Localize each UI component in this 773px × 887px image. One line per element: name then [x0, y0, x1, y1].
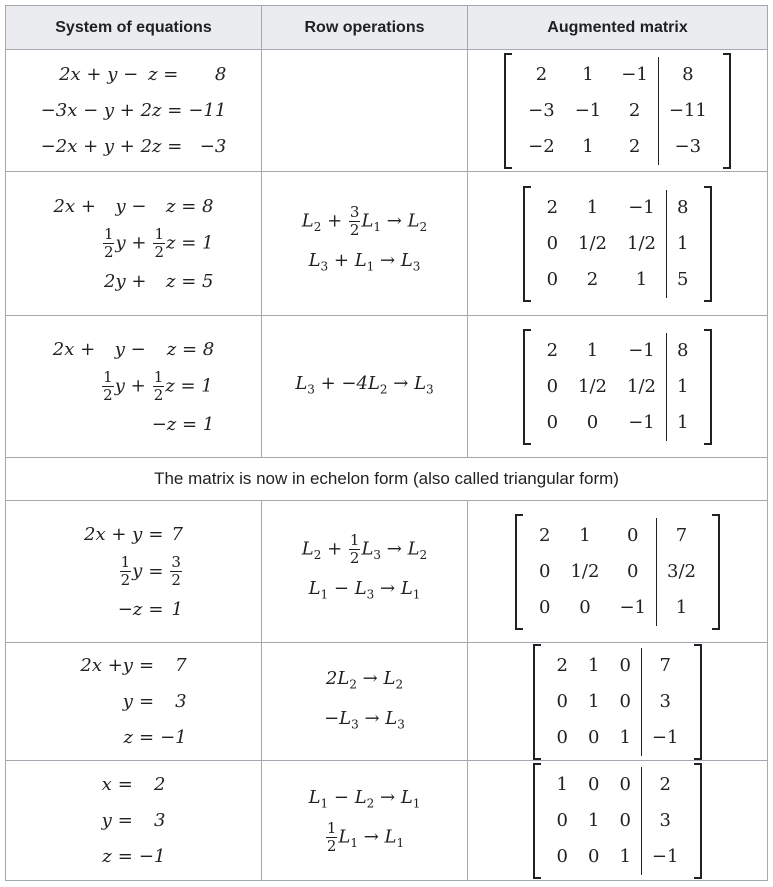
- equation-system: 2x +y = 7 y = 3 z = −1: [80, 655, 187, 748]
- table-row: [6, 316, 768, 458]
- header-row: [6, 6, 768, 50]
- matrix-cell: [468, 316, 768, 458]
- matrix-cell: [468, 501, 768, 643]
- matrix-cell: [468, 643, 768, 761]
- augmented-matrix: 1 0 0 2 0 1 0 3 0 0 1 −1: [468, 763, 767, 879]
- table-row: [6, 643, 768, 761]
- system-cell: [6, 316, 262, 458]
- augmented-matrix: 2 1 −1 8 −3 −1 2 −11 −2 1 2 −3: [468, 53, 767, 169]
- table-row: [6, 501, 768, 643]
- note-row: [6, 458, 768, 501]
- equation-system: x = 2 y = 3 z = −1: [101, 774, 166, 867]
- augmented-matrix: 2 1 0 7 0 1 0 3 0 0 1 −1: [468, 644, 767, 760]
- system-cell: [6, 50, 262, 172]
- equation-system: 2x + y − z = 8 $\frac{1}{2}$ y + $\frac{1}{2}$ z = 1 −z = 1: [52, 338, 215, 435]
- ops-cell: $L_3 + -4L_2 \to L_3$: [262, 316, 468, 458]
- equation-system: 2x + y − z = 8 $\frac{1}{2}$ y + $\frac{1}{2}$ z = 1 2y + z = 5: [53, 195, 214, 292]
- system-cell: [6, 501, 262, 643]
- gaussian-elimination-table: [5, 5, 768, 881]
- ops-cell: $L_2$ + $\frac{3}{2}$ $L_1 \to L_2$ $L_3 + L_1 \to L_3$: [262, 172, 468, 316]
- table-row: [6, 761, 768, 881]
- header-system: System of equations: [6, 6, 262, 50]
- augmented-matrix: 2 1 −1 8 0 1/2 1/2 1 0 2 1 5: [468, 186, 767, 302]
- echelon-note: The matrix is now in echelon form (also called triangular form): [6, 458, 768, 501]
- ops-cell: $L_2$ + $\frac{1}{2}$ $L_3 \to L_2$ $L_1 - L_3 \to L_1$: [262, 501, 468, 643]
- table-row: [6, 172, 768, 316]
- system-cell: [6, 761, 262, 881]
- ops-cell: $2L_2 \to L_2$ $-L_3 \to L_3$: [262, 643, 468, 761]
- matrix-cell: [468, 761, 768, 881]
- matrix-cell: [468, 172, 768, 316]
- table-row: [6, 50, 768, 172]
- ops-cell: [262, 50, 468, 172]
- equation-system: 2x + y = 7 $\frac{1}{2}$ y = $\frac{3}{2}$ −z = 1: [84, 523, 183, 620]
- equation-system: 2x + y − z = 8 −3x − y + 2z = −11 −2x + y + 2z = −3: [40, 64, 227, 157]
- ops-cell: $L_1 - L_2 \to L_1$ $\frac{1}{2}$ $L_1 \to L_1$: [262, 761, 468, 881]
- system-cell: [6, 643, 262, 761]
- header-operations: Row operations: [262, 6, 468, 50]
- header-matrix: Augmented matrix: [468, 6, 768, 50]
- matrix-cell: [468, 50, 768, 172]
- system-cell: [6, 172, 262, 316]
- augmented-matrix: 2 1 −1 8 0 1/2 1/2 1 0 0 −1 1: [468, 329, 767, 445]
- augmented-matrix: 2 1 0 7 0 1/2 0 3/2 0 0 −1 1: [468, 514, 767, 630]
